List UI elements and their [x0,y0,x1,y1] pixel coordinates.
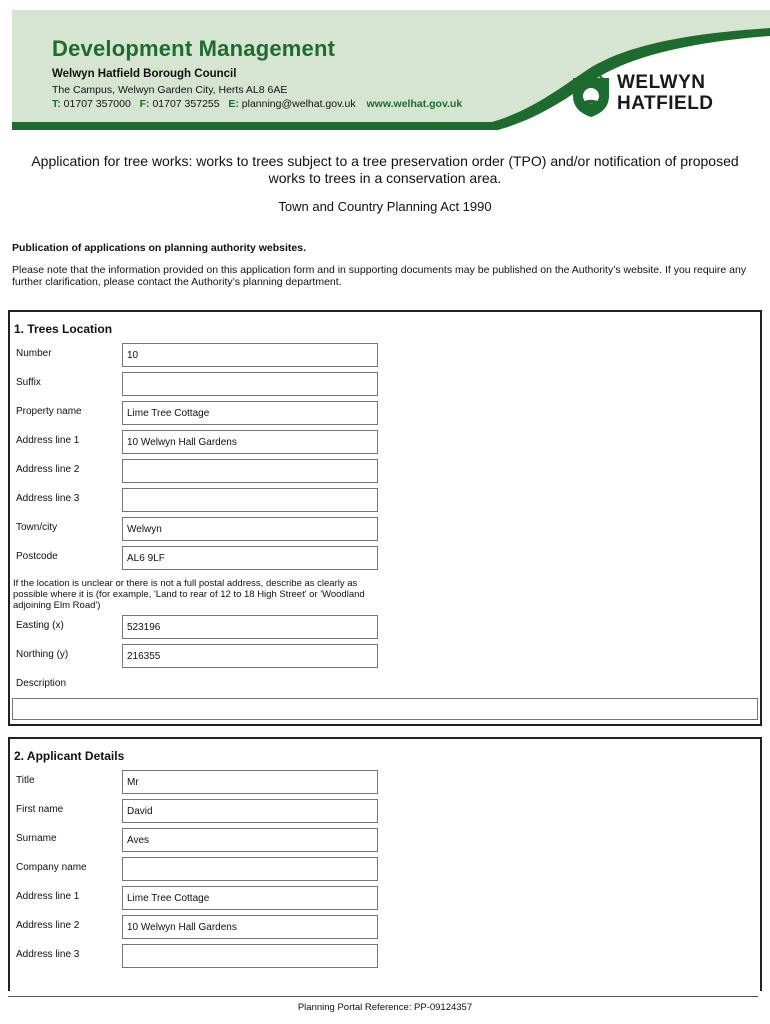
email-label: E: [228,98,239,110]
email-address: planning@welhat.gov.uk [241,98,356,110]
phone-number: 01707 357000 [63,98,131,110]
section-heading: 1. Trees Location [14,322,113,336]
field-label: First name [16,804,64,815]
department-title: Development Management [52,36,336,61]
company-name-field[interactable] [122,857,378,881]
fax-number: 01707 357255 [152,98,220,110]
field-label: Title [16,775,35,786]
applicant-details-section [8,737,762,991]
council-crest-icon [570,72,612,118]
suffix-field[interactable] [122,372,378,396]
address-line-3-field[interactable] [122,488,378,512]
phone-label: T: [52,98,61,110]
act-title: Town and Country Planning Act 1990 [278,199,492,214]
document-title: Application for tree works: works to trees subject to a tree preservation order (TPO) and/or notification of proposed works to trees in a conservation area. [31,153,739,186]
northing-field[interactable]: 216355 [122,644,378,668]
trees-location-section [8,310,762,726]
applicant-address-line-3-field[interactable] [122,944,378,968]
field-label: Address line 2 [16,464,80,475]
easting-label: Easting (x) [16,620,64,631]
field-label: Number [16,348,52,359]
field-label: Suffix [16,377,41,388]
logo-line-1: WELWYN [617,72,706,93]
location-note: If the location is unclear or there is not a full postal address, describe as clearly as possible where it is (for example, 'Land to rear of 12 to 18 High Street' or 'Woodland adjoining Elm Road') [13,578,365,611]
description-label: Description [16,678,67,689]
website-link[interactable]: www.welhat.gov.uk [366,98,463,110]
title-field[interactable]: Mr [122,770,378,794]
field-label: Property name [16,406,82,417]
address-line-2-field[interactable] [122,459,378,483]
property-name-field[interactable]: Lime Tree Cottage [122,401,378,425]
field-label: Address line 3 [16,493,80,504]
northing-label: Northing (y) [16,649,69,660]
address-line-1-field[interactable]: 10 Welwyn Hall Gardens [122,430,378,454]
first-name-field[interactable]: David [122,799,378,823]
footer-divider [8,996,758,997]
field-label: Address line 3 [16,949,80,960]
field-label: Address line 1 [16,435,80,446]
field-label: Address line 1 [16,891,80,902]
description-field[interactable] [12,698,758,720]
council-logo-text [617,72,714,114]
publication-heading: Publication of applications on planning authority websites. [12,242,307,254]
applicant-address-line-2-field[interactable]: 10 Welwyn Hall Gardens [122,915,378,939]
applicant-address-line-1-field[interactable]: Lime Tree Cottage [122,886,378,910]
field-label: Surname [16,833,57,844]
field-label: Address line 2 [16,920,80,931]
field-label: Town/city [16,522,58,533]
number-field[interactable]: 10 [122,343,378,367]
portal-reference: Planning Portal Reference: PP-09124357 [297,1002,473,1013]
publication-note: Please note that the information provided on this application form and in supporting documents may be published on the Authority’s website. If you require any further clarification, please contact the Authority’s planning department. [12,264,747,288]
fax-label: F: [139,98,150,110]
town-city-field[interactable]: Welwyn [122,517,378,541]
header-banner [12,10,770,130]
field-label: Postcode [16,551,58,562]
contact-line [52,98,462,110]
postcode-field[interactable]: AL6 9LF [122,546,378,570]
council-name: Welwyn Hatfield Borough Council [52,68,237,80]
field-label: Company name [16,862,87,873]
section-heading: 2. Applicant Details [14,749,125,763]
surname-field[interactable]: Aves [122,828,378,852]
logo-line-2: HATFIELD [617,93,714,114]
easting-field[interactable]: 523196 [122,615,378,639]
council-address: The Campus, Welwyn Garden City, Herts AL8 6AE [52,84,288,96]
